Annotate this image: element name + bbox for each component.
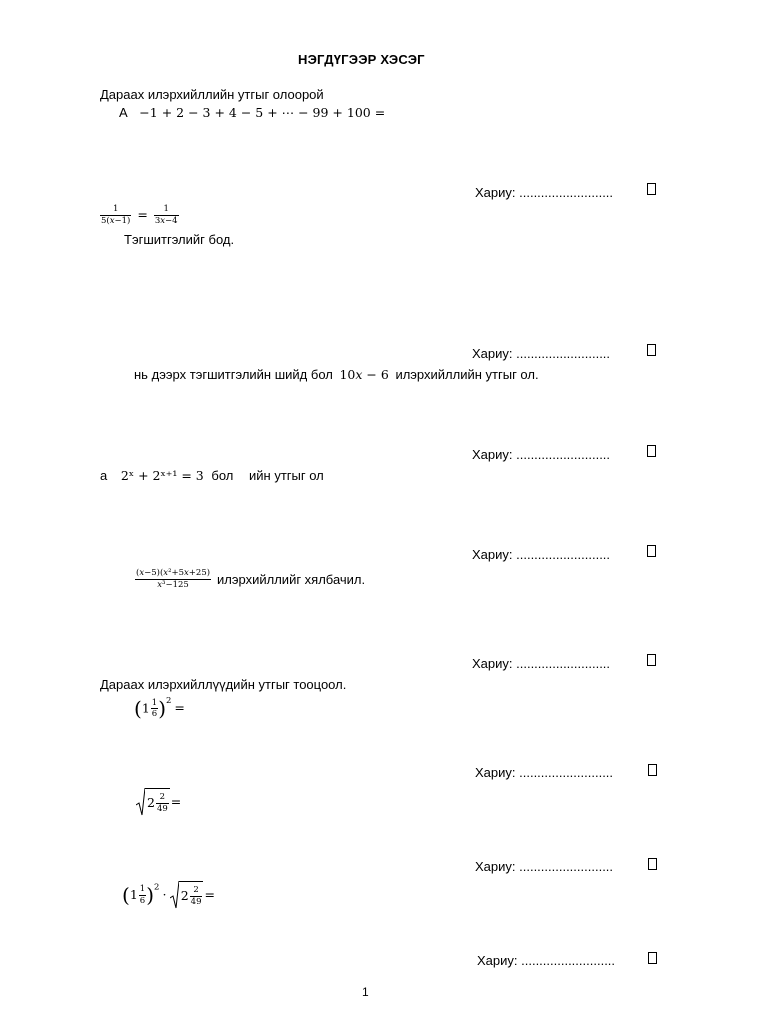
- question-2-equation: [100, 205, 179, 225]
- question-1: [119, 106, 385, 120]
- question-4-text-mid: бол: [211, 468, 234, 483]
- question-7-denominator: 49: [156, 803, 168, 814]
- question-7-whole: 2: [147, 794, 155, 810]
- question-8-dot: ⋅: [162, 886, 167, 902]
- answer-line-6[interactable]: Хариу: ..........................: [475, 765, 614, 780]
- question-2-lhs-numerator: 1: [100, 205, 131, 216]
- checkbox-6[interactable]: [648, 764, 657, 776]
- checkbox-3[interactable]: [647, 445, 656, 457]
- question-4-label: а: [100, 468, 108, 483]
- question-6-equals: =: [174, 700, 185, 716]
- question-2-rhs-numerator: 1: [154, 205, 179, 216]
- answer-line-4[interactable]: Хариу: ..........................: [472, 547, 611, 562]
- checkbox-5[interactable]: [647, 654, 656, 666]
- question-8-whole-1: 1: [129, 886, 138, 902]
- question-1-label: А: [119, 105, 128, 120]
- square-root-icon: [136, 788, 170, 816]
- page-number: 1: [362, 985, 369, 999]
- checkbox-7[interactable]: [648, 858, 657, 870]
- question-4-expression: 2ˣ + 2ˣ⁺¹ = 3: [120, 468, 204, 483]
- answer-line-1[interactable]: Хариу: ..........................: [475, 185, 614, 200]
- section-title: НЭГДҮГЭЭР ХЭСЭГ: [298, 52, 425, 67]
- question-8-numerator-1: 1: [139, 884, 146, 894]
- question-6-whole: 1: [141, 700, 150, 716]
- question-8-denominator-1: 6: [139, 895, 146, 906]
- question-6-denominator: 6: [151, 709, 158, 719]
- question-6: (1 $\frac{1}{6}$ )$^2$ =: [134, 696, 185, 721]
- question-7-equals: =: [170, 793, 182, 809]
- question-2-rhs-denominator: 3𝑥−4: [154, 215, 178, 226]
- question-5-denominator: 𝑥³−125: [157, 579, 189, 590]
- checkbox-4[interactable]: [647, 545, 656, 557]
- instruction-text: Дараах илэрхийллийн утгыг олоорой: [100, 87, 324, 102]
- question-5-text: илэрхийллийг хялбачил.: [217, 571, 366, 587]
- question-3-text-before: нь дээрх тэгшитгэлийн шийд бол: [134, 367, 333, 382]
- question-8-power: 2: [154, 882, 160, 893]
- question-2-text: Тэгшитгэлийг бод.: [124, 232, 235, 247]
- answer-line-8[interactable]: Хариу: ..........................: [477, 953, 616, 968]
- instruction-text-2: Дараах илэрхийллүүдийн утгыг тооцоол.: [100, 677, 347, 692]
- square-root-icon: [170, 881, 204, 909]
- question-3: [134, 368, 539, 382]
- question-8-whole-2: 2: [180, 887, 189, 903]
- answer-line-7[interactable]: Хариу: ..........................: [475, 859, 614, 874]
- question-6-power: 2: [166, 696, 172, 706]
- answer-line-2[interactable]: Хариу: ..........................: [472, 346, 611, 361]
- question-5: [135, 569, 365, 589]
- question-3-expression: 10𝑥 − 6: [339, 367, 389, 382]
- checkbox-1[interactable]: [647, 183, 656, 195]
- checkbox-8[interactable]: [648, 952, 657, 964]
- question-8: (1 $\frac{1}{6}$ )$^2$ ⋅ 2 $\frac{2}{49}$ =: [122, 882, 215, 907]
- question-4: [100, 469, 324, 483]
- answer-line-5[interactable]: Хариу: ..........................: [472, 656, 611, 671]
- question-2-lhs-denominator: 5(𝑥−1): [101, 215, 131, 226]
- checkbox-2[interactable]: [647, 344, 656, 356]
- question-4-text-after: ийн утгыг ол: [249, 468, 324, 483]
- question-8-equals: =: [204, 886, 215, 902]
- answer-line-3[interactable]: Хариу: ..........................: [472, 447, 611, 462]
- question-8-numerator-2: 2: [190, 886, 203, 897]
- question-6-numerator: 1: [151, 697, 158, 708]
- question-7-numerator: 2: [156, 793, 169, 804]
- question-8-denominator-2: 49: [190, 896, 202, 907]
- question-1-expression: −1 + 2 − 3 + 4 − 5 + ⋯ − 99 + 100 =: [139, 105, 386, 120]
- question-3-text-after: илэрхийллийн утгыг ол.: [395, 367, 539, 382]
- question-5-numerator: (𝑥−5)(𝑥²+5𝑥+25): [136, 568, 211, 578]
- question-7: [136, 788, 181, 816]
- question-2-equals: =: [137, 206, 148, 222]
